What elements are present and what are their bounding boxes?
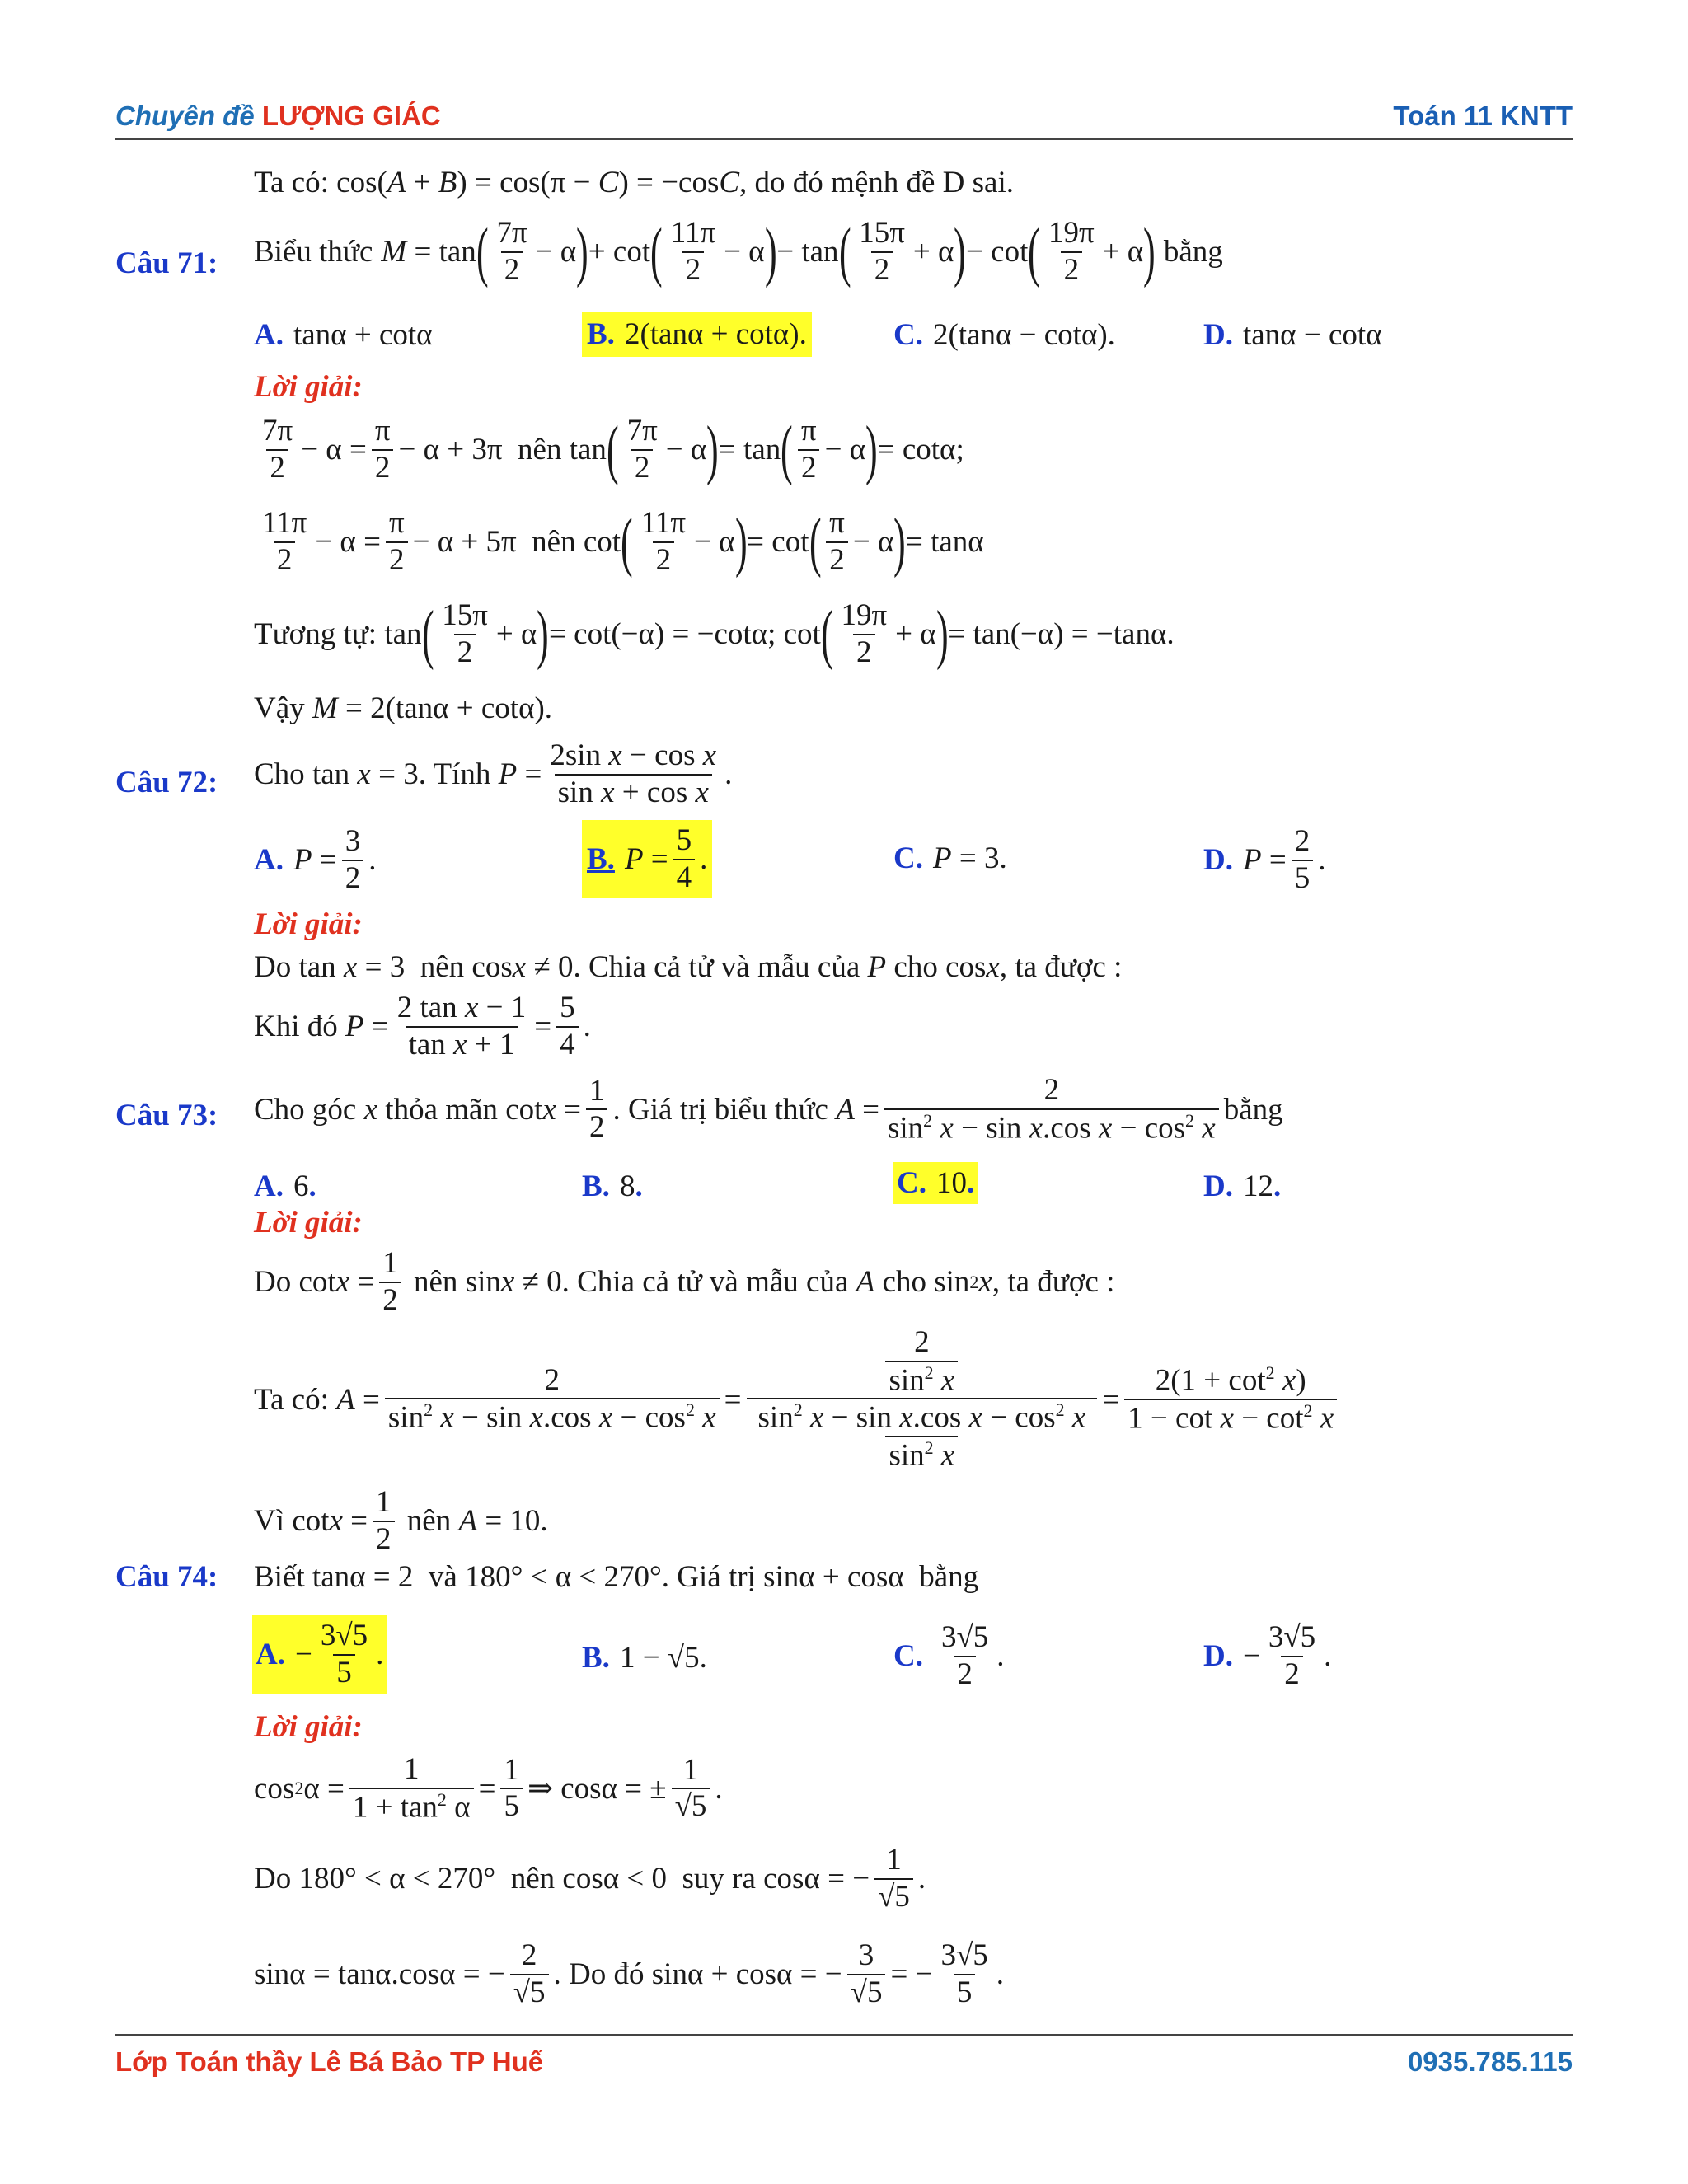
intro-line: Ta có: cos(A + B) = cos(π − C) = −cosC , do đó mệnh đề D sai. [254, 166, 1014, 199]
question-label-71: Câu 71: [115, 246, 218, 280]
option-72-d[interactable]: D. P = $\frac{2}{5}$ . [1203, 824, 1326, 895]
option-71-a[interactable]: A. tanα + cotα [254, 318, 433, 352]
option-73-a[interactable]: A. 6 . [254, 1169, 316, 1203]
footer-phone: 0935.785.115 [1407, 2046, 1573, 2077]
option-73-c[interactable]: C. 10 . [893, 1162, 978, 1204]
option-73-b[interactable]: B. 8 . [582, 1169, 643, 1203]
solution-74-line1: cos 2 α = $\frac{1}{1 + \tan^2 \alpha}$ = $\frac{1}{5}$ ⇒ cosα = ± $\frac{1}{√5}$ . [254, 1752, 723, 1824]
solution-73-line2: Ta có: A = $\frac{2}{\sin^2 x - \sin x.\cos x - \cos^2 x}$ = $\frac{\frac{2}{\sin^2 x}}{\frac{\sin^2 x - \sin x.\cos x - \cos^2 x}{\sin^2 x}}$ = $\frac{2(1 + \cot^2 x)}{1 - \cot x - \cot^2 x}$ [254, 1325, 1342, 1474]
question-stem-72: Cho tan x = 3 . Tính P = $\frac{\text{2sin x − cos x}}{\text{sin x + cos x}}$ . [254, 738, 733, 809]
solution-label-74: Lời giải: [254, 1710, 363, 1744]
option-72-b[interactable]: B. P = $\frac{5}{4}$ . [582, 820, 712, 898]
solution-label-71: Lời giải: [254, 370, 363, 404]
header-topic: Chuyên đề LƯỢNG GIÁC [115, 101, 441, 131]
solution-label-72: Lời giải: [254, 907, 363, 941]
question-stem-74: Biết tanα = 2 và 180° < α < 270° . Giá trị sinα + cosα bằng [254, 1560, 979, 1594]
question-label-72: Câu 72: [115, 766, 218, 799]
solution-72-line2: Khi đó P = $\frac{\text{2 tan x − 1}}{\text{tan x + 1}}$ = $\frac{5}{4}$ . [254, 991, 591, 1062]
solution-label-73: Lời giải: [254, 1206, 363, 1240]
solution-73-line3: Vì cot x = $\frac{1}{2}$ nên A = 10. [254, 1485, 548, 1556]
option-71-d[interactable]: D. tanα − cotα [1203, 318, 1382, 352]
question-label-73: Câu 73: [115, 1099, 218, 1132]
page-header [115, 101, 1573, 132]
solution-71-line1: $\frac{7\pi}{2}$ − α = $\frac{\pi}{2}$ − α + 3π nên tan ( $\frac{7\pi}{2}$ − α ) = tan ( $\frac{\pi}{2}$ − α ) = cotα; [262, 413, 964, 486]
solution-71-conclusion: Vậy M = 2(tanα + cotα). [254, 691, 553, 725]
option-72-c[interactable]: C. P = 3. [893, 841, 1007, 875]
option-71-b[interactable]: B. 2(tanα + cotα). [582, 312, 812, 357]
footer-teacher: Lớp Toán thầy Lê Bá Bảo TP Huế [115, 2046, 544, 2077]
question-label-74: Câu 74: [115, 1560, 218, 1594]
option-74-d[interactable]: D. − $\frac{3√5}{2}$ . [1203, 1620, 1332, 1691]
solution-71-line3: Tương tự: tan ( $\frac{15\pi}{2}$ + α ) = cot(−α) = −cotα; cot ( $\frac{19\pi}{2}$ + α ) = tan(−α) = −tanα. [254, 598, 1175, 671]
option-71-c[interactable]: C. 2(tanα − cotα). [893, 318, 1115, 352]
option-74-c[interactable]: C. $\frac{3√5}{2}$ . [893, 1620, 1005, 1691]
solution-72-line1: Do tan x = 3 nên cos x ≠ 0. Chia cả tử và mẫu của P cho cos x , ta được : [254, 950, 1123, 984]
header-grade: Toán 11 KNTT [1393, 101, 1573, 131]
solution-73-line1: Do cot x = $\frac{1}{2}$ nên sin x ≠ 0. Chia cả tử và mẫu của A cho sin 2 x , ta được : [254, 1246, 1115, 1317]
option-74-b[interactable]: B. 1 − √5. [582, 1641, 707, 1675]
option-74-a[interactable]: A. − $\frac{3√5}{5}$ . [252, 1615, 387, 1694]
question-stem-73: Cho góc x thỏa mãn cot x = $\frac{1}{2}$ . Giá trị biểu thức A = $\frac{2}{\sin^2 x - \sin x.\cos x - \cos^2 x}$ bằng [254, 1073, 1283, 1145]
question-stem-71: Biểu thức M = tan ( $\frac{7\pi}{2}$ − α ) + cot ( $\frac{11\pi}{2}$ − α ) − tan ( $\frac{15\pi}{2}$ + α ) − cot ( $\frac{19\pi}{2}$ + α ) bằng [254, 215, 1223, 288]
header-rule [115, 138, 1573, 140]
solution-74-line3: sinα = tanα.cosα = − $\frac{2}{√5}$ . Do đó sinα + cosα = − $\frac{3}{√5}$ = − $\frac{3√5}{5}$ . [254, 1938, 1004, 2009]
footer-rule [115, 2034, 1573, 2036]
solution-74-line2: Do 180° < α < 270° nên cosα < 0 suy ra cosα = − $\frac{1}{√5}$ . [254, 1843, 926, 1914]
option-73-d[interactable]: D. 12 . [1203, 1169, 1282, 1203]
solution-71-line2: $\frac{11\pi}{2}$ − α = $\frac{\pi}{2}$ − α + 5π nên cot ( $\frac{11\pi}{2}$ − α ) = cot ( $\frac{\pi}{2}$ − α ) = tanα [262, 505, 984, 579]
page-footer [115, 2046, 1573, 2078]
option-72-a[interactable]: A. P = $\frac{3}{2}$ . [254, 824, 377, 895]
